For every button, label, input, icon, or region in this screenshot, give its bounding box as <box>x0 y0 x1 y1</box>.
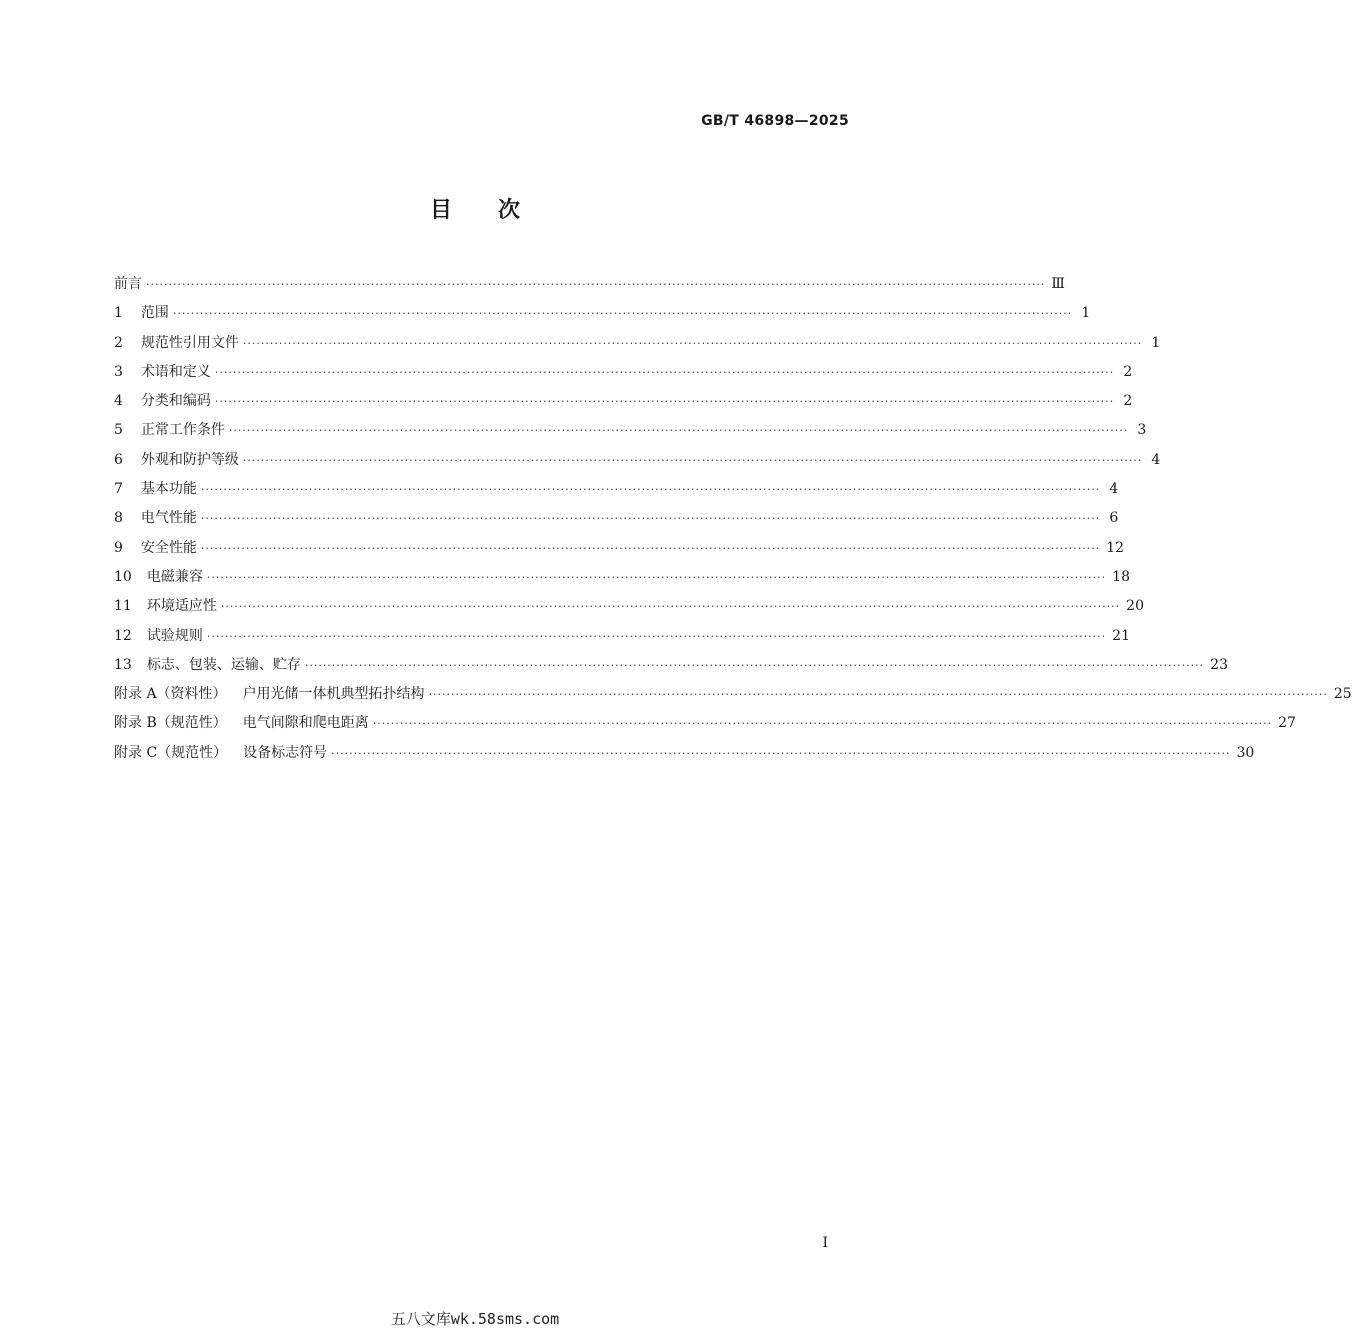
toc-leader-dots: ········································································································································································································ <box>242 453 1143 467</box>
toc-entry-page: 21 <box>1112 627 1130 644</box>
toc-entry[interactable] <box>114 651 1228 680</box>
toc-leader-dots: ········································································································································································································ <box>200 512 1101 526</box>
toc-entry-number: 2 <box>114 334 123 351</box>
toc-entry-label: 外观和防护等级 <box>140 451 239 468</box>
toc-entry[interactable] <box>114 416 1147 445</box>
toc-entry-number: 附录 C（规范性） <box>114 744 228 761</box>
toc-entry-label: 正常工作条件 <box>140 422 225 439</box>
toc-leader-dots: ········································································································································································································ <box>220 600 1121 614</box>
toc-leader-dots: ········································································································································································································ <box>206 629 1107 643</box>
toc-entry[interactable] <box>114 475 1119 504</box>
toc-entry-label: 术语和定义 <box>140 363 211 380</box>
toc-entry-number: 5 <box>114 422 123 439</box>
toc-entry-page: 1 <box>1081 305 1091 322</box>
toc-entry-page: 23 <box>1210 656 1228 673</box>
toc-entry[interactable] <box>114 387 1133 416</box>
toc-entry-page: 12 <box>1106 539 1125 556</box>
title-part-2: 次 <box>498 198 521 223</box>
toc-leader-dots: ········································································································································································································ <box>242 336 1143 350</box>
toc-entry-number: 10 <box>114 568 132 585</box>
toc-leader-dots: ········································································································································································································ <box>172 307 1073 321</box>
toc-entry-number: 4 <box>114 393 123 410</box>
toc-entry-label: 前言 <box>114 276 142 292</box>
toc-entry-label: 环境适应性 <box>146 598 217 615</box>
toc-entry-label: 范围 <box>140 305 169 322</box>
toc-leader-dots: ········································································································································································································ <box>214 395 1115 409</box>
toc-entry-page: 20 <box>1126 598 1144 615</box>
toc-leader-dots: ········································································································································································································ <box>304 658 1205 672</box>
page-number: I <box>822 1235 828 1251</box>
toc-leader-dots: ········································································································································································································ <box>372 717 1273 731</box>
toc-entry-page: 4 <box>1151 451 1161 468</box>
toc-entry-number: 附录 B（规范性） <box>114 715 227 732</box>
table-of-contents <box>114 270 1352 768</box>
toc-entry-label: 安全性能 <box>140 539 197 556</box>
toc-entry[interactable] <box>114 270 1065 299</box>
toc-entry-page: Ⅲ <box>1051 276 1065 292</box>
toc-entry-page: 2 <box>1123 363 1133 380</box>
toc-entry-number: 1 <box>114 305 123 322</box>
toc-entry-number: 11 <box>114 598 132 615</box>
standard-number: GB/T 46898—2025 <box>701 113 849 129</box>
toc-entry[interactable] <box>114 446 1161 475</box>
toc-entry-label: 试验规则 <box>146 627 203 644</box>
toc-leader-dots: ········································································································································································································ <box>200 541 1101 555</box>
toc-leader-dots: ········································································································································································································ <box>331 746 1231 760</box>
toc-entry-label: 分类和编码 <box>140 393 211 410</box>
toc-entry-number: 8 <box>114 510 123 527</box>
toc-entry[interactable] <box>114 592 1144 621</box>
toc-entry[interactable] <box>114 622 1130 651</box>
toc-entry-label: 电气性能 <box>140 510 197 527</box>
toc-leader-dots: ········································································································································································································ <box>428 688 1328 702</box>
watermark: 五八文库wk.58sms.com <box>390 1310 560 1328</box>
toc-leader-dots: ········································································································································································································ <box>214 365 1115 379</box>
toc-entry-label: 标志、包装、运输、贮存 <box>146 656 301 673</box>
toc-leader-dots: ········································································································································································································ <box>200 483 1101 497</box>
toc-entry-page: 3 <box>1137 422 1147 439</box>
toc-entry-page: 4 <box>1109 481 1119 498</box>
toc-entry[interactable] <box>114 680 1352 709</box>
toc-entry-label: 电气间隙和爬电距离 <box>242 715 369 732</box>
toc-entry-number: 3 <box>114 363 123 380</box>
title-part-1: 目 <box>429 198 452 223</box>
toc-entry[interactable] <box>114 534 1125 563</box>
toc-entry[interactable] <box>114 563 1130 592</box>
toc-entry-number: 12 <box>114 627 132 644</box>
page-title <box>0 193 950 224</box>
toc-entry-page: 27 <box>1278 715 1296 732</box>
toc-leader-dots: ········································································································································································································ <box>146 278 1046 291</box>
toc-entry[interactable] <box>114 709 1296 738</box>
toc-entry-page: 30 <box>1236 744 1255 761</box>
toc-entry-page: 6 <box>1109 510 1119 527</box>
toc-entry[interactable] <box>114 329 1161 358</box>
toc-entry-label: 户用光储一体机典型拓扑结构 <box>242 686 425 703</box>
toc-entry[interactable] <box>114 299 1091 328</box>
toc-entry-page: 25 <box>1333 686 1352 703</box>
toc-entry-number: 6 <box>114 451 123 468</box>
toc-entry-number: 9 <box>114 539 123 556</box>
toc-leader-dots: ········································································································································································································ <box>206 570 1107 584</box>
toc-entry-page: 1 <box>1151 334 1161 351</box>
toc-entry-page: 18 <box>1112 568 1130 585</box>
toc-entry[interactable] <box>114 739 1255 768</box>
toc-entry-label: 基本功能 <box>140 481 197 498</box>
toc-entry-label: 设备标志符号 <box>243 744 328 761</box>
toc-entry[interactable] <box>114 504 1119 533</box>
toc-entry-label: 电磁兼容 <box>146 568 203 585</box>
toc-entry-number: 7 <box>114 481 123 498</box>
toc-entry-number: 13 <box>114 656 132 673</box>
toc-entry-label: 规范性引用文件 <box>140 334 239 351</box>
toc-entry-page: 2 <box>1123 393 1133 410</box>
toc-entry[interactable] <box>114 358 1133 387</box>
toc-entry-number: 附录 A（资料性） <box>114 686 227 703</box>
toc-leader-dots: ········································································································································································································ <box>228 424 1129 438</box>
